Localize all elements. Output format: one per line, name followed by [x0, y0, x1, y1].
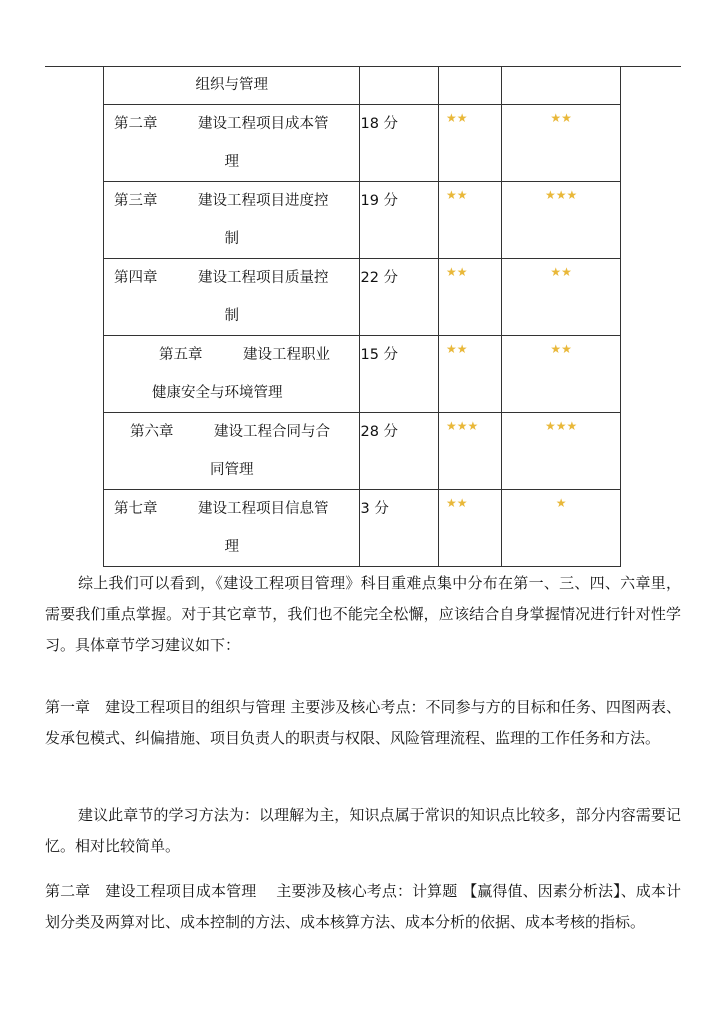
- chapter-title-cont: 理: [224, 539, 239, 555]
- chapter-cell: [104, 105, 360, 182]
- score-cell: 18 分: [360, 105, 438, 182]
- star-rating-icon: ★★: [445, 265, 468, 279]
- chapter-cell: [104, 336, 360, 413]
- chapter-number: 第七章: [114, 501, 158, 517]
- chapter-title: 建设工程项目进度控: [198, 193, 329, 209]
- score-cell: 3 分: [360, 490, 438, 567]
- chapter-one-paragraph: 第一章 建设工程项目的组织与管理 主要涉及核心考点：不同参与方的目标和任务、四图两表、发承包模式、纠偏措施、项目负责人的职责与权限、风险管理流程、监理的工作任务和方法。: [45, 698, 681, 747]
- table-row: [104, 336, 621, 413]
- chapter-cell: [104, 259, 360, 336]
- chapter-title-cont: 同管理: [209, 462, 254, 478]
- chapter-number: 第二章: [114, 116, 158, 132]
- table-row: [104, 182, 621, 259]
- chapter-number: 第六章: [130, 424, 174, 440]
- table-row: [104, 259, 621, 336]
- chapter-cell: [104, 490, 360, 567]
- table-row: [104, 490, 621, 567]
- chapter-two-paragraph: 第二章 建设工程项目成本管理 主要涉及核心考点：计算题 【赢得值、因素分析法】、成本计划分类及两算对比、成本控制的方法、成本核算方法、成本分析的依据、成本考核的指标。: [45, 882, 681, 931]
- chapter-title-cont: 理: [224, 154, 239, 170]
- chapter-cell: [104, 182, 360, 259]
- score-cell: 19 分: [360, 182, 438, 259]
- table-row: [104, 105, 621, 182]
- chapter-title-cont: 制: [224, 231, 239, 247]
- chapter-title: 建设工程职业: [243, 347, 330, 363]
- chapter-title: 建设工程项目成本管: [198, 116, 329, 132]
- star-rating-icon: ★★: [445, 496, 468, 510]
- chapter-title-cont: 健康安全与环境管理: [152, 385, 283, 401]
- star-rating-icon: ★★★: [445, 419, 479, 433]
- chapter-title: 建设工程合同与合: [214, 424, 330, 440]
- chapter-score-table: [103, 66, 621, 567]
- score-cell: 28 分: [360, 413, 438, 490]
- chapter-title: 建设工程项目质量控: [198, 270, 329, 286]
- star-rating-icon: ★★: [550, 111, 572, 125]
- star-rating-icon: ★★: [550, 265, 572, 279]
- chapter-number: 第四章: [114, 270, 158, 286]
- star-rating-icon: ★: [555, 496, 567, 510]
- score-cell: 15 分: [360, 336, 438, 413]
- score-cell: 22 分: [360, 259, 438, 336]
- star-rating-icon: ★★★: [545, 419, 578, 433]
- star-rating-icon: ★★★: [545, 188, 578, 202]
- star-rating-icon: ★★: [445, 342, 468, 356]
- chapter-number: 第五章: [159, 347, 203, 363]
- chapter-cell: 组织与管理: [104, 66, 360, 105]
- table-row: [104, 66, 621, 105]
- chapter-title: 建设工程项目信息管: [198, 501, 329, 517]
- chapter-number: 第三章: [114, 193, 158, 209]
- summary-paragraph: 综上我们可以看到，《建设工程项目管理》科目重难点集中分布在第一、三、四、六章里，需要我们重点掌握。对于其它章节，我们也不能完全松懈，应该结合自身掌握情况进行针对性学习。具体章节学习建议如下：: [45, 574, 681, 654]
- study-advice-paragraph: 建议此章节的学习方法为：以理解为主，知识点属于常识的知识点比较多，部分内容需要记忆。相对比较简单。: [45, 806, 681, 855]
- star-rating-icon: ★★: [550, 342, 572, 356]
- chapter-cell: [104, 413, 360, 490]
- star-rating-icon: ★★: [445, 111, 468, 125]
- chapter-title-cont: 制: [224, 308, 239, 324]
- star-rating-icon: ★★: [445, 188, 468, 202]
- table-row: [104, 413, 621, 490]
